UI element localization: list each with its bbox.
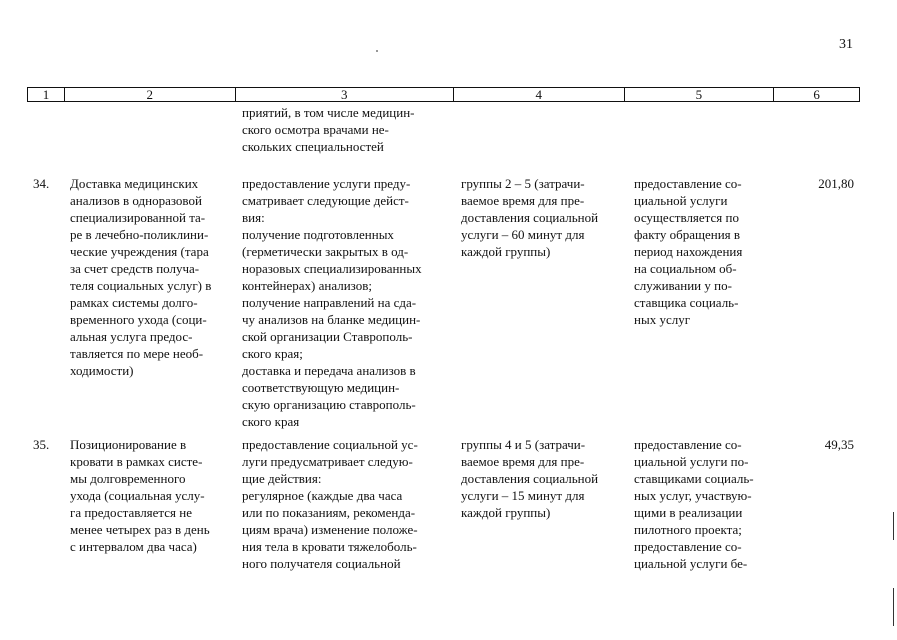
service-price-cell: 49,35 [824, 437, 854, 452]
service-conditions-cell: предоставление со- циальной услуги по- ставщиками социаль- ных услуг, участвую- щими в реализации пилотного проекта; предоставление со- циальной услуги бе- [634, 437, 754, 571]
table-header [27, 87, 860, 102]
service-name-cell: Позиционирование в кровати в рамках систе- мы долговременного ухода (социальная услу- га предоставляется не менее четырех раз в день с интервалом два часа) [70, 437, 210, 554]
header-col-1: 1 [28, 88, 65, 101]
row-number: 35. [33, 437, 50, 452]
service-name-cell: Доставка медицинских анализов в одноразовой специализированной та- ре в лечебно-поликлини- ческие учреждения (тара за счет средств получа- теля социальных услуг) в рамках системы долго- временного ухода (соци- альная услуга предос- тавляется по мере необ- ходимости) [70, 176, 212, 378]
continued-content-cell: приятий, в том числе медицин- ского осмотра врачами не- скольких специальностей [242, 105, 415, 154]
row-number: 34. [33, 176, 50, 191]
service-content-cell: предоставление услуги преду- сматривает следующие дейст- вия: получение подготовленных (герметически закрытых в од- норазовых специализированных контейнерах) анализов; получение направлений на сда- чу анализов на бланке медицин- ской организации Ставрополь- ского края; доставка и передача анализов в соответствующую медицин- скую организацию ставрополь- ского края [242, 176, 422, 429]
service-time-cell: группы 2 – 5 (затрачи- ваемое время для пре- доставления социальной услуги – 60 минут для каждой группы) [461, 176, 599, 259]
scan-edge-mark [893, 512, 894, 540]
header-col-3: 3 [236, 88, 454, 101]
header-col-4: 4 [454, 88, 625, 101]
header-col-2: 2 [65, 88, 236, 101]
service-price-cell: 201,80 [818, 176, 854, 191]
header-col-6: 6 [813, 87, 820, 102]
service-content-cell: предоставление социальной ус- луги предусматривает следую- щие действия: регулярное (каждые два часа или по показаниям, рекоменда- циям врача) изменение положе- ния тела в кровати тяжелоболь- ного получателя социальной [242, 437, 418, 571]
scan-edge-mark [893, 588, 894, 626]
scan-speck [376, 50, 378, 52]
service-time-cell: группы 4 и 5 (затрачи- ваемое время для пре- доставления социальной услуги – 15 минут для каждой группы) [461, 437, 599, 520]
page-number: 31 [839, 37, 853, 52]
service-conditions-cell: предоставление со- циальной услуги осуществляется по факту обращения в период нахождения на социальном об- служивании у по- ставщика социаль- ных услуг [634, 176, 743, 327]
header-col-5: 5 [625, 88, 775, 101]
